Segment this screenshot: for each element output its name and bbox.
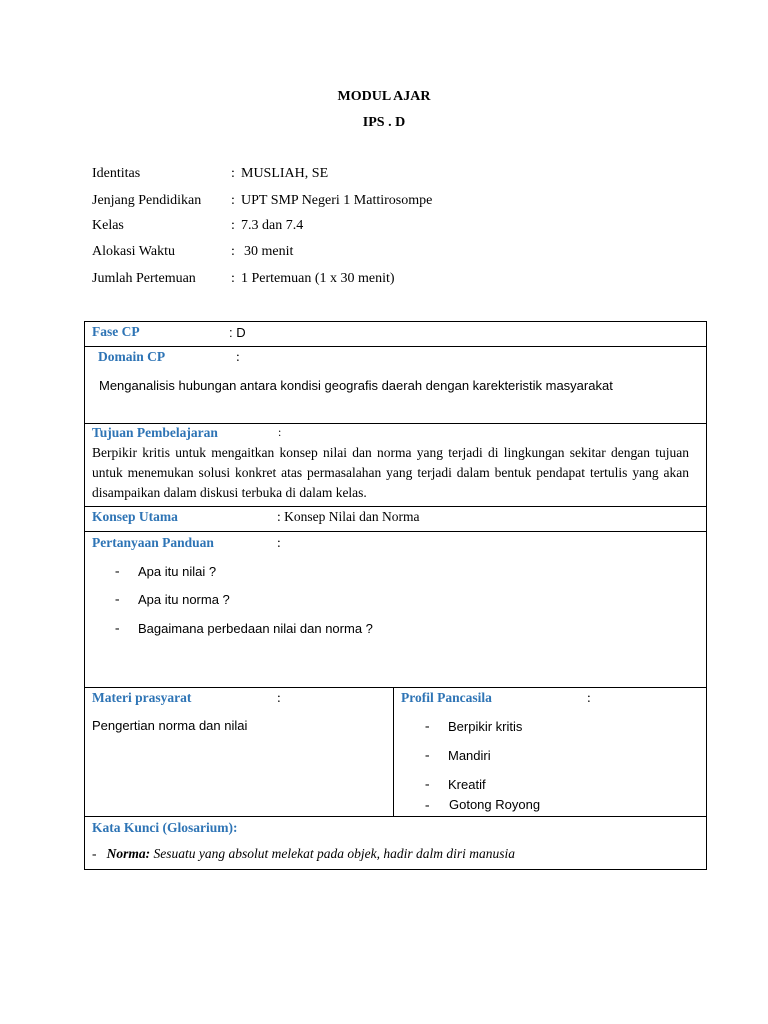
alokasi-value: 30 menit (244, 244, 294, 259)
list-dash: - (92, 846, 97, 861)
alokasi-label: Alokasi Waktu (92, 244, 175, 259)
list-dash: - (425, 797, 430, 812)
fase-cp-label: Fase CP (92, 324, 140, 339)
kelas-value: 7.3 dan 7.4 (241, 218, 304, 233)
tujuan-label: Tujuan Pembelajaran (92, 425, 218, 440)
row-divider (84, 423, 706, 424)
pertemuan-value: 1 Pertemuan (1 x 30 menit) (241, 271, 395, 286)
jenjang-label: Jenjang Pendidikan (92, 193, 202, 208)
fase-cp-value: : D (229, 325, 246, 340)
list-dash: - (115, 591, 120, 606)
konsep-utama-value: : Konsep Nilai dan Norma (277, 509, 420, 524)
jenjang-value: UPT SMP Negeri 1 Mattirosompe (241, 193, 433, 208)
konsep-utama-label: Konsep Utama (92, 509, 178, 524)
tujuan-colon: : (278, 425, 282, 439)
pertemuan-label: Jumlah Pertemuan (92, 271, 196, 286)
tujuan-text: Berpikir kritis untuk mengaitkan konsep nilai dan norma yang terjadi di lingkungan sekitar dengan tujuan untuk menemukan solusi konkret atas permasalahan yang terjadi dalam bentuk pendapat tertulis yang akan disampaikan dalam diskusi terbuka di dalam kelas. (92, 445, 689, 500)
identity-label: Identitas (92, 166, 141, 181)
alokasi-colon: : (231, 244, 235, 259)
list-item: Mandiri (448, 748, 491, 763)
identity-colon: : (231, 166, 235, 181)
list-dash: - (425, 747, 430, 762)
materi-label: Materi prasyarat (92, 690, 192, 705)
kelas-colon: : (231, 218, 235, 233)
list-item: Berpikir kritis (448, 719, 523, 734)
domain-cp-label: Domain CP (98, 349, 166, 364)
column-divider (393, 687, 394, 816)
materi-colon: : (277, 690, 281, 705)
identity-value: MUSLIAH, SE (241, 166, 329, 181)
list-item: Bagaimana perbedaan nilai dan norma ? (138, 621, 373, 636)
pertanyaan-label: Pertanyaan Panduan (92, 535, 214, 550)
document-subtitle: IPS . D (362, 115, 406, 130)
kelas-label: Kelas (92, 218, 124, 233)
list-item: Kreatif (448, 777, 486, 792)
glossary-definition: Sesuatu yang absolut melekat pada objek, hadir dalm diri manusia (153, 846, 515, 861)
domain-cp-text: Menganalisis hubungan antara kondisi geografis daerah dengan karekteristik masyarakat (99, 378, 613, 393)
row-divider (84, 346, 706, 347)
list-item: Gotong Royong (449, 797, 541, 812)
document-title: MODUL AJAR (337, 89, 431, 104)
list-item: Apa itu nilai ? (138, 564, 217, 579)
profil-label: Profil Pancasila (401, 690, 492, 705)
domain-cp-colon: : (236, 349, 240, 364)
list-dash: - (425, 776, 430, 791)
materi-text: Pengertian norma dan nilai (92, 718, 248, 733)
jenjang-colon: : (231, 193, 235, 208)
glossary-entry (92, 846, 515, 862)
list-dash: - (115, 563, 120, 578)
row-divider (84, 531, 706, 532)
profil-colon: : (587, 690, 591, 705)
list-dash: - (425, 718, 430, 733)
kata-kunci-label: Kata Kunci (Glosarium): (92, 820, 238, 835)
row-divider (84, 687, 706, 688)
pertemuan-colon: : (231, 271, 235, 286)
list-dash: - (115, 620, 120, 635)
row-divider (84, 506, 706, 507)
row-divider (84, 816, 706, 817)
list-item: Apa itu norma ? (138, 592, 230, 607)
glossary-term: Norma: (106, 846, 151, 861)
pertanyaan-colon: : (277, 535, 281, 550)
